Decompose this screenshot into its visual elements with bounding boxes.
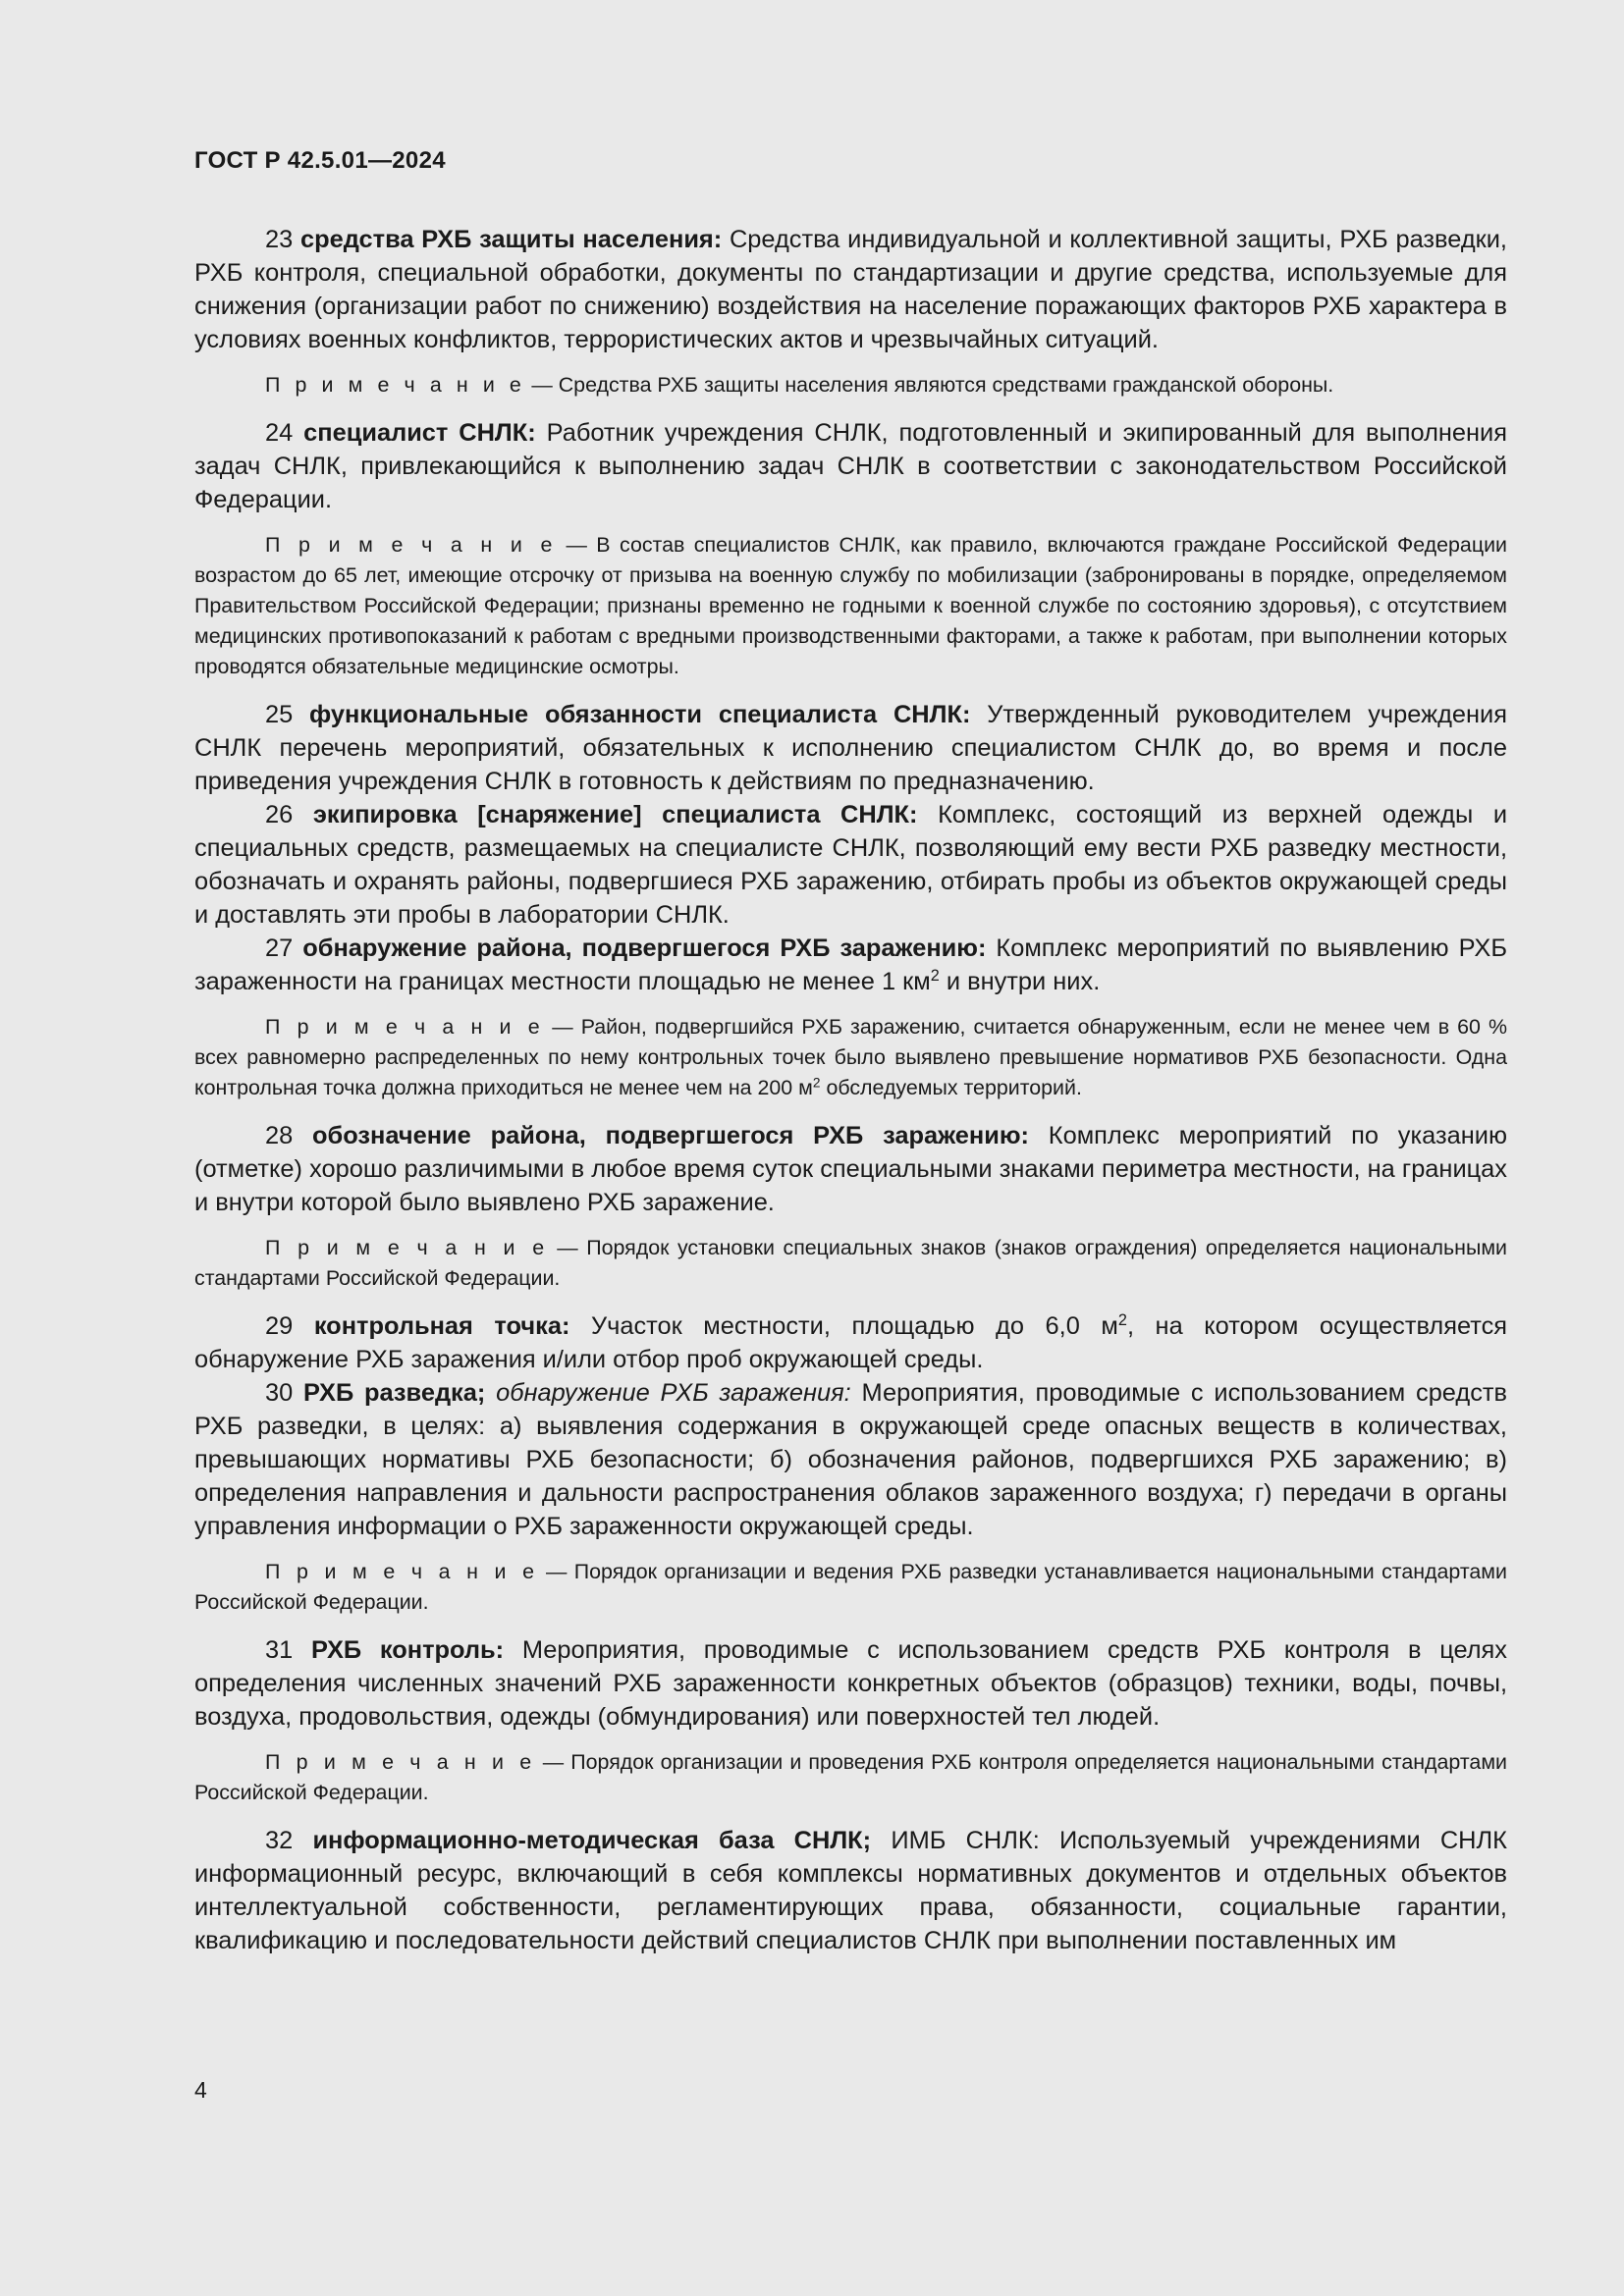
term-entry-24	[194, 416, 1507, 516]
term-definition: Комплекс, состоящий из верхней одежды и специальных средств, размещаемых на специалисте СНЛК, позволяющий ему вести РХБ разведку местности, обозначать и охранять районы, подвергшиеся РХБ заражению, отбирать пробы из объектов окружающей среды и доставлять эти пробы в лаборатории СНЛК.	[194, 801, 1508, 929]
entry-number: 30	[265, 1379, 294, 1407]
note-text-end: обследуемых территорий.	[826, 1076, 1082, 1099]
unit-m: м	[1101, 1312, 1118, 1340]
term-name: РХБ контроль:	[310, 1636, 505, 1664]
note-28	[194, 1233, 1507, 1294]
note-label: П р и м е ч а н и е	[265, 1236, 549, 1259]
term-name: специалист СНЛК:	[303, 419, 536, 447]
note-dash: —	[542, 1750, 565, 1774]
note-label: П р и м е ч а н и е	[265, 533, 557, 557]
term-entry-27	[194, 932, 1507, 998]
term-entry-31	[194, 1633, 1507, 1734]
note-dash: —	[557, 1236, 578, 1259]
term-name: средства РХБ защиты населения:	[299, 226, 723, 253]
superscript: 2	[812, 1075, 821, 1091]
term-definition: Комплекс мероприятий по выявлению РХБ зараженности на границах местности площадью не менее 1	[194, 934, 1507, 995]
note-text: В состав специалистов СНЛК, как правило, включаются граждане Российской Федерации возрастом до 65 лет, имеющие отсрочку от призыва на военную службу по мобилизации (забронированы в порядке, определяемом Правительством Российской Федерации; признаны временно не годными к военной службе по состоянию здоровья), с отсутствием медицинских противопоказаний к работам с вредными производственными факторами, а также к работам, при выполнении которых проводятся обязательные медицинские осмотры.	[194, 533, 1507, 678]
note-23	[194, 370, 1507, 400]
term-definition: Мероприятия, проводимые с использованием средств РХБ контроля в целях определения численных значений РХБ зараженности конкретных объектов (образцов) техники, воды, почвы, воздуха, продовольствия, одежды (обмундирования) или поверхностей тел людей.	[194, 1636, 1507, 1731]
term-name: обозначение района, подвергшегося РХБ заражению:	[312, 1122, 1029, 1149]
entry-number: 26	[265, 801, 294, 828]
term-name: контрольная точка:	[313, 1312, 570, 1340]
note-text: Порядок организации и проведения РХБ контроля определяется национальными стандартами Российской Федерации.	[194, 1750, 1507, 1804]
term-entry-29	[194, 1309, 1507, 1376]
note-24	[194, 530, 1507, 682]
note-30	[194, 1557, 1507, 1618]
document-body	[194, 223, 1507, 1957]
note-text: Порядок установки специальных знаков (знаков ограждения) определяется национальными стандартами Российской Федерации.	[194, 1236, 1508, 1290]
term-name: экипировка [снаряжение] специалиста СНЛК:	[312, 801, 918, 828]
document-header: ГОСТ Р 42.5.01—2024	[194, 147, 446, 174]
note-31	[194, 1747, 1507, 1808]
note-text: Порядок организации и ведения РХБ разведки устанавливается национальными стандартами Российской Федерации.	[194, 1560, 1507, 1614]
page-number: 4	[194, 2077, 207, 2103]
term-name: функциональные обязанности специалиста СНЛК:	[309, 701, 971, 728]
term-definition-end: и внутри них.	[946, 968, 1101, 995]
entry-number: 27	[265, 934, 294, 962]
term-definition: Работник учреждения СНЛК, подготовленный и экипированный для выполнения задач СНЛК, привлекающийся к выполнению задач СНЛК в соответствии с законодательством Российской Федерации.	[194, 419, 1507, 513]
entry-number: 23	[265, 226, 294, 253]
note-label: П р и м е ч а н и е	[265, 373, 526, 397]
term-name: информационно-методическая база СНЛК;	[312, 1827, 872, 1854]
entry-number: 25	[265, 701, 294, 728]
note-27	[194, 1012, 1507, 1103]
note-text: Район, подвергшийся РХБ заражению, считается обнаруженным, если не менее чем в 60 % всех равномерно распределенных по нему контрольных точек было выявлено превышение нормативов РХБ безопасности. Одна контрольная точка должна приходиться не менее чем на 200	[194, 1015, 1507, 1099]
superscript: 2	[930, 967, 940, 986]
term-entry-30	[194, 1376, 1507, 1543]
term-name: РХБ разведка;	[303, 1379, 486, 1407]
term-entry-26	[194, 798, 1507, 932]
term-entry-32	[194, 1824, 1507, 1957]
term-synonym: обнаружение РХБ заражения:	[496, 1379, 851, 1407]
note-label: П р и м е ч а н и е	[265, 1750, 536, 1774]
term-definition: ИМБ СНЛК: Используемый учреждениями СНЛК информационный ресурс, включающий в себя комплексы нормативных документов и отдельных объектов интеллектуальной собственности, регламентирующих права, обязанности, социальные гарантии, квалификацию и последовательности действий специалистов СНЛК при выполнении поставленных им	[194, 1827, 1507, 1954]
note-text: Средства РХБ защиты населения являются средствами гражданской обороны.	[558, 373, 1334, 397]
term-entry-25	[194, 698, 1507, 798]
term-definition: Участок местности, площадью до 6,0	[590, 1312, 1080, 1340]
term-definition: Мероприятия, проводимые с использованием средств РХБ разведки, в целях: а) выявления содержания в окружающей среде опасных веществ в количествах, превышающих нормативы РХБ безопасности; б) обозначения районов, подвергшихся РХБ заражению; в) определения направления и дальности распространения облаков зараженного воздуха; г) передачи в органы управления информации о РХБ зараженности окружающей среды.	[194, 1379, 1508, 1540]
entry-number: 32	[265, 1827, 294, 1854]
term-definition: Утвержденный руководителем учреждения СНЛК перечень мероприятий, обязательных к исполнению специалистом СНЛК до, во время и после приведения учреждения СНЛК в готовность к действиям по предназначению.	[194, 701, 1507, 795]
unit-m: м	[798, 1076, 813, 1099]
term-definition: Средства индивидуальной и коллективной защиты, РХБ разведки, РХБ контроля, специальной обработки, документы по стандартизации и другие средства, используемые для снижения (организации работ по снижению) воздействия на население поражающих факторов РХБ характера в условиях военных конфликтов, террористических актов и чрезвычайных ситуаций.	[194, 226, 1507, 353]
unit-km: км	[902, 968, 931, 995]
entry-number: 31	[265, 1636, 294, 1664]
entry-number: 29	[265, 1312, 294, 1340]
note-label: П р и м е ч а н и е	[265, 1560, 539, 1583]
note-dash: —	[566, 533, 587, 557]
term-definition-end: , на котором осуществляется обнаружение РХБ заражения и/или отбор проб окружающей среды.	[194, 1312, 1508, 1373]
note-dash: —	[545, 1560, 568, 1583]
term-entry-23	[194, 223, 1507, 356]
note-dash: —	[531, 373, 553, 397]
term-definition: Комплекс мероприятий по указанию (отметке) хорошо различимыми в любое время суток специальными знаками периметра местности, на границах и внутри которой было выявлено РХБ заражение.	[194, 1122, 1507, 1216]
term-name: обнаружение района, подвергшегося РХБ заражению:	[302, 934, 987, 962]
term-entry-28	[194, 1119, 1507, 1219]
entry-number: 24	[265, 419, 294, 447]
note-label: П р и м е ч а н и е	[265, 1015, 545, 1039]
superscript: 2	[1117, 1311, 1127, 1330]
entry-number: 28	[265, 1122, 294, 1149]
note-dash: —	[552, 1015, 573, 1039]
